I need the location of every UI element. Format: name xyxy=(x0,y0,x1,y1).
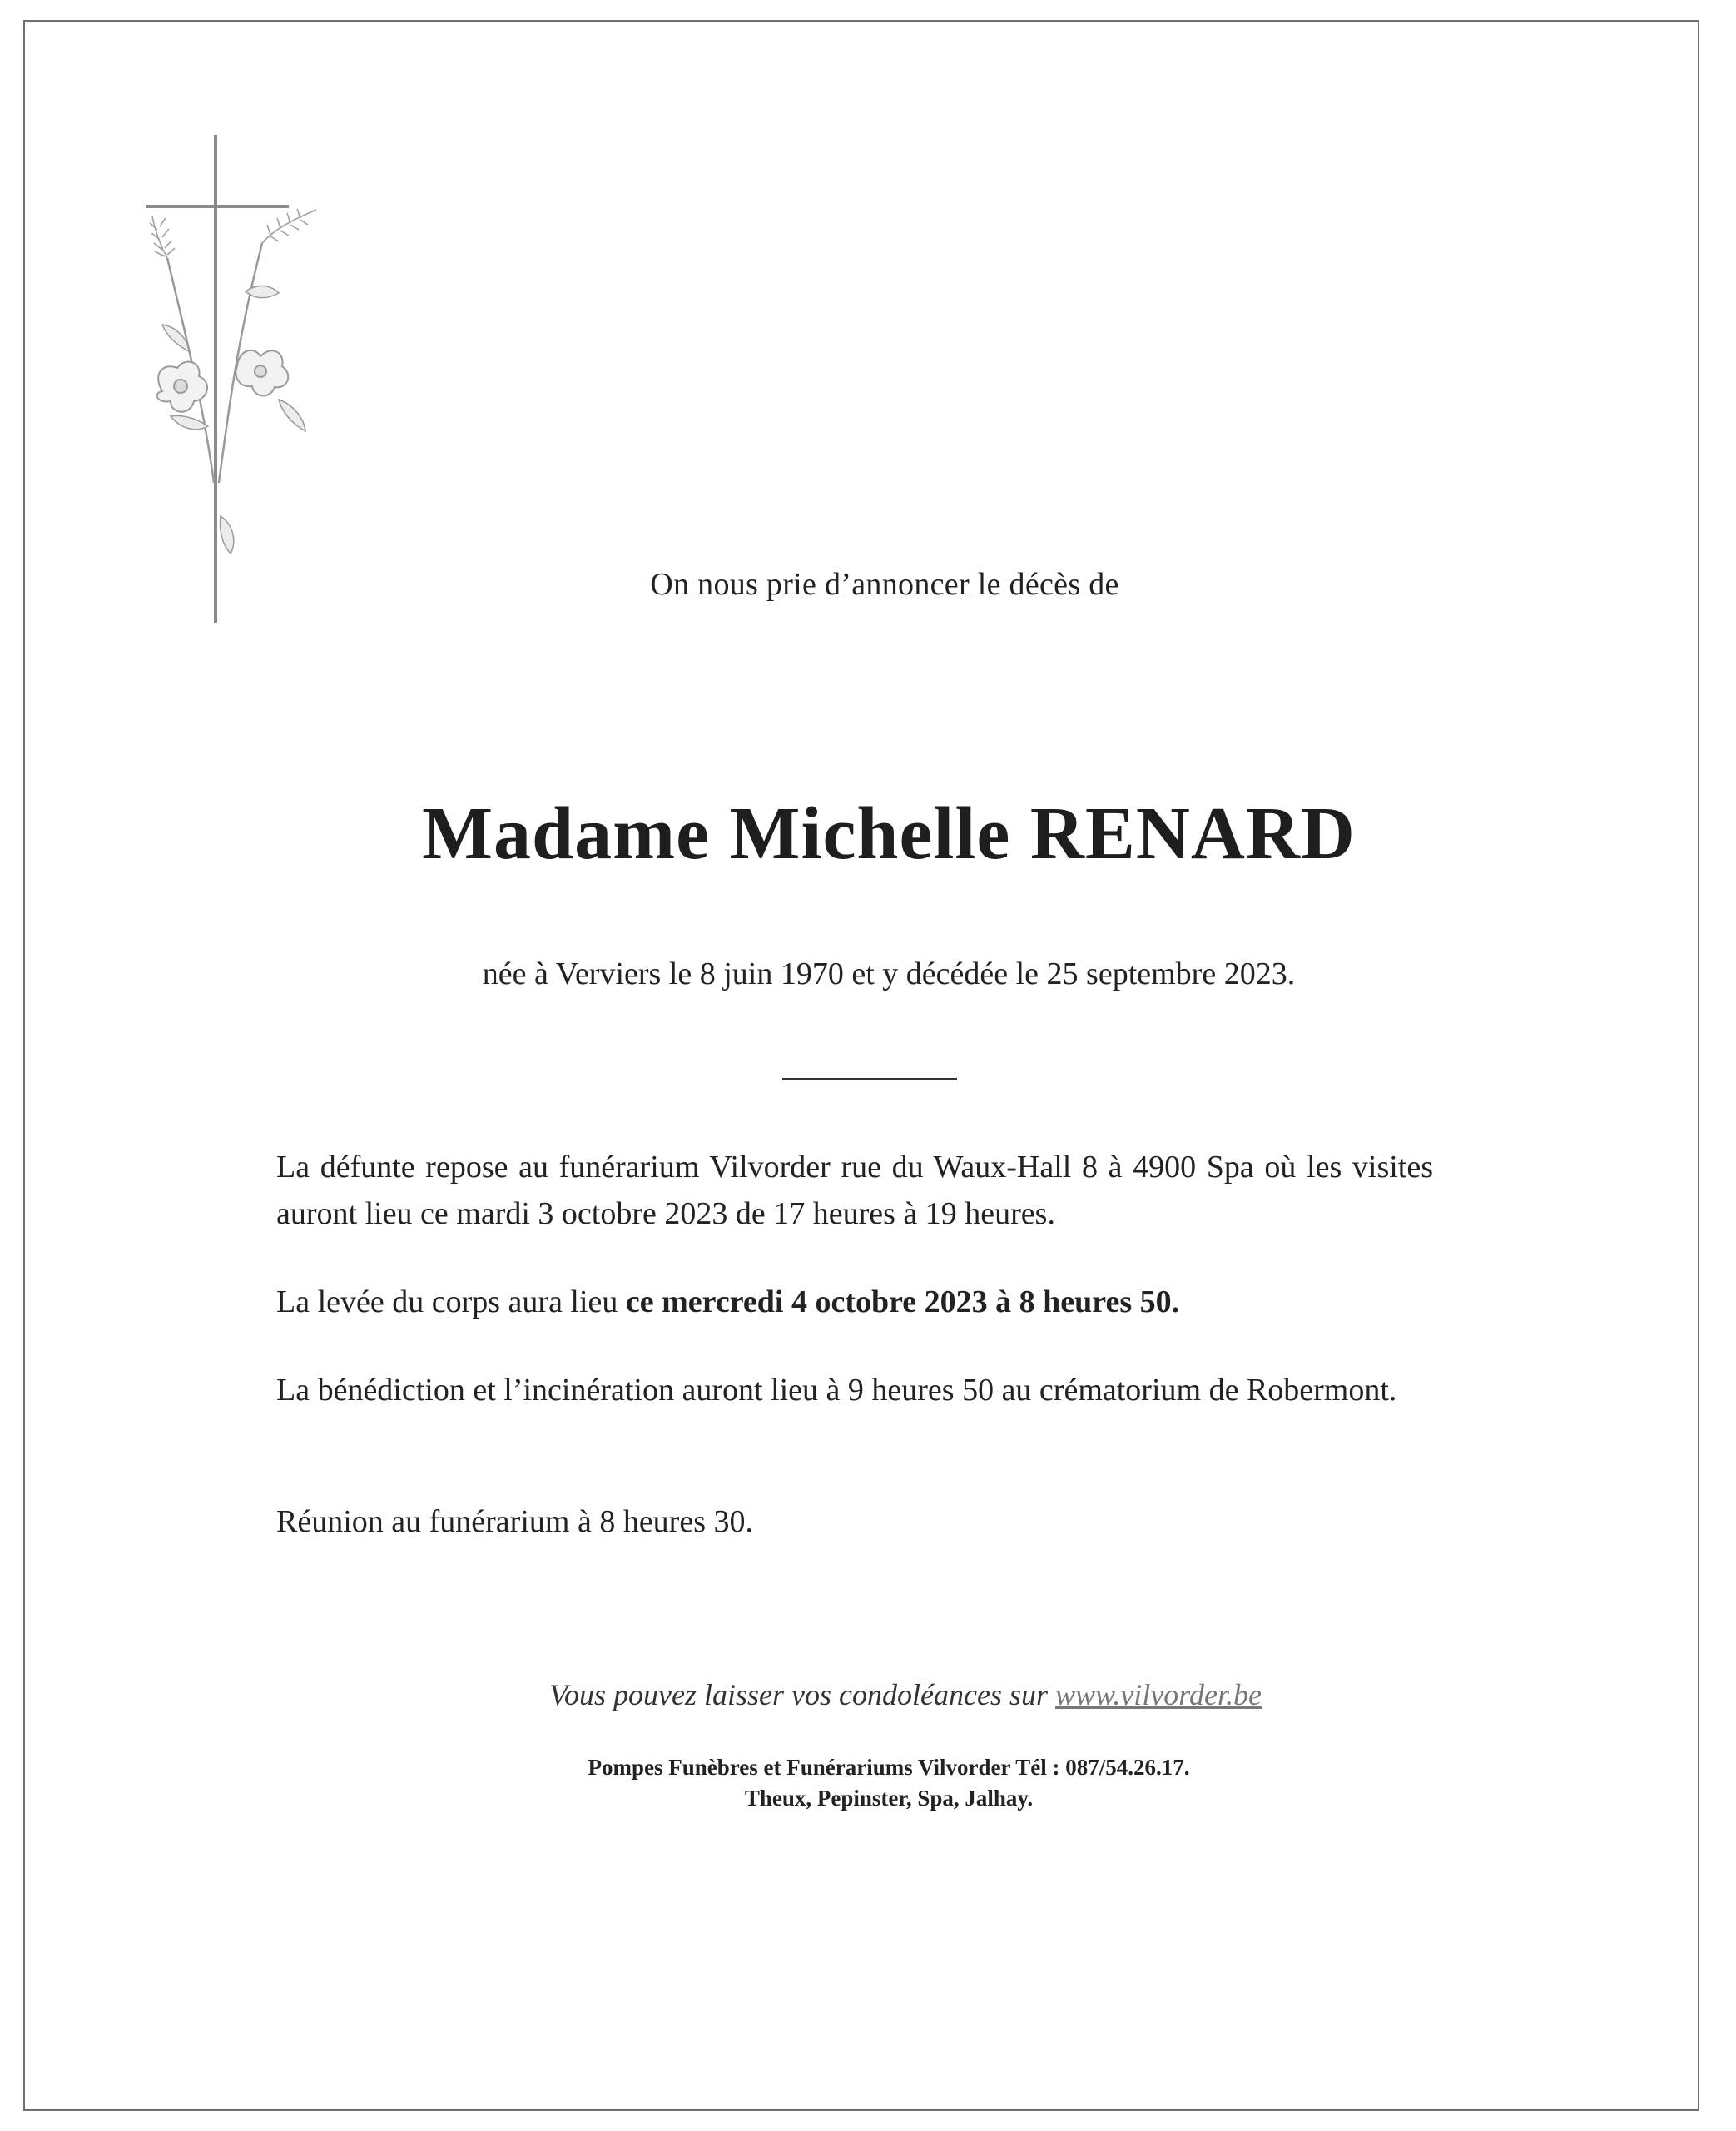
levee-paragraph xyxy=(276,1279,1433,1325)
birth-death-line: née à Verviers le 8 juin 1970 et y décédée le 25 septembre 2023. xyxy=(482,956,1296,991)
announcement-intro: On nous prie d’annoncer le décès de xyxy=(650,567,1119,602)
levee-prefix: La levée du corps aura lieu xyxy=(276,1284,626,1319)
deceased-name: Madame Michelle RENARD xyxy=(422,792,1356,875)
footer-company: Pompes Funèbres et Funérariums Vilvorder Tél : 087/54.26.17. xyxy=(588,1755,1190,1780)
footer-locations: Theux, Pepinster, Spa, Jalhay. xyxy=(744,1786,1034,1811)
benediction-paragraph: La bénédiction et l’incinération auront lieu à 9 heures 50 au crématorium de Robermont. xyxy=(276,1373,1397,1408)
reunion-paragraph: Réunion au funérarium à 8 heures 30. xyxy=(276,1504,753,1539)
levee-datetime: ce mercredi 4 octobre 2023 à 8 heures 50. xyxy=(625,1284,1180,1319)
repose-paragraph: La défunte repose au funérarium Vilvorder rue du Waux-Hall 8 à 4900 Spa où les visites auront lieu ce mardi 3 octobre 2023 de 17 heures à 19 heures. xyxy=(276,1150,1433,1231)
separator-line xyxy=(782,1078,957,1080)
website-link[interactable]: www.vilvorder.be xyxy=(1054,1678,1262,1711)
cross-with-flowers-icon xyxy=(137,133,337,624)
condolences-text: Vous pouvez laisser vos condoléances sur xyxy=(549,1678,1055,1711)
condolences-line xyxy=(0,1677,1736,1712)
